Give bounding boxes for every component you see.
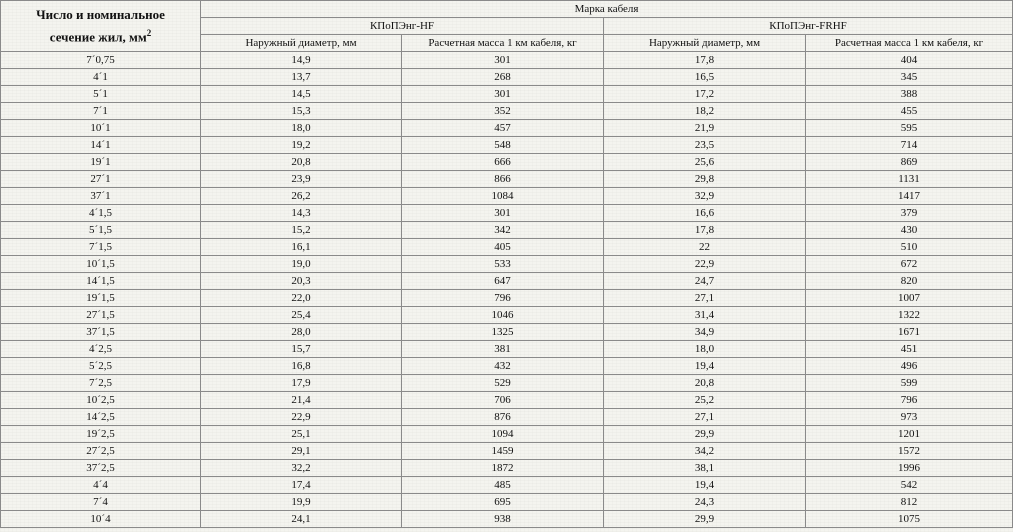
frhf-diameter-cell: 18,0: [604, 341, 806, 358]
hf-mass-cell: 938: [402, 511, 604, 528]
core-section-cell: 37´1: [1, 188, 201, 205]
hf-diameter-cell: 16,1: [201, 239, 402, 256]
frhf-diameter-cell: 24,7: [604, 273, 806, 290]
hf-diameter-cell: 26,2: [201, 188, 402, 205]
hf-diameter-cell: 18,0: [201, 120, 402, 137]
frhf-diameter-cell: 20,8: [604, 375, 806, 392]
hf-diameter-cell: 21,4: [201, 392, 402, 409]
table-row: [1, 137, 1013, 154]
frhf-mass-cell: 1322: [806, 307, 1013, 324]
hf-mass-cell: 457: [402, 120, 604, 137]
hf-diameter-cell: 15,2: [201, 222, 402, 239]
frhf-diameter-cell: 38,1: [604, 460, 806, 477]
frhf-diameter-cell: 18,2: [604, 103, 806, 120]
hf-mass-cell: 666: [402, 154, 604, 171]
frhf-diameter-cell: 17,8: [604, 222, 806, 239]
hf-mass-cell: 432: [402, 358, 604, 375]
frhf-mass-cell: 455: [806, 103, 1013, 120]
table-row: [1, 358, 1013, 375]
core-section-cell: 5´1: [1, 86, 201, 103]
frhf-mass-cell: 496: [806, 358, 1013, 375]
hf-diameter-cell: 15,3: [201, 103, 402, 120]
brand-frhf-header: КПоПЭнг-FRHF: [604, 18, 1013, 35]
hf-diameter-cell: 28,0: [201, 324, 402, 341]
hf-diameter-cell: 15,7: [201, 341, 402, 358]
hf-mass-cell: 342: [402, 222, 604, 239]
hf-mass-cell: 1872: [402, 460, 604, 477]
hf-mass-cell: 1084: [402, 188, 604, 205]
core-section-cell: 14´2,5: [1, 409, 201, 426]
core-count-section-header: [1, 1, 201, 52]
hf-mass-cell: 381: [402, 341, 604, 358]
hf-diameter-cell: 19,0: [201, 256, 402, 273]
hf-diameter-cell: 25,4: [201, 307, 402, 324]
core-section-cell: 14´1,5: [1, 273, 201, 290]
hf-mass-cell: 695: [402, 494, 604, 511]
core-section-cell: 5´2,5: [1, 358, 201, 375]
hf-diameter-cell: 14,5: [201, 86, 402, 103]
table-row: [1, 69, 1013, 86]
frhf-diameter-cell: 16,5: [604, 69, 806, 86]
hf-mass-cell: 301: [402, 86, 604, 103]
hf-mass-cell: 301: [402, 52, 604, 69]
frhf-diameter-cell: 17,8: [604, 52, 806, 69]
hf-diameter-cell: 20,8: [201, 154, 402, 171]
hf-diameter-cell: 16,8: [201, 358, 402, 375]
frhf-mass-cell: 1131: [806, 171, 1013, 188]
core-section-cell: 27´1,5: [1, 307, 201, 324]
hf-mass-cell: 1325: [402, 324, 604, 341]
core-section-cell: 27´1: [1, 171, 201, 188]
core-section-cell: 4´1: [1, 69, 201, 86]
frhf-diameter-header: Наружный диаметр, мм: [604, 35, 806, 52]
hf-diameter-cell: 23,9: [201, 171, 402, 188]
core-section-cell: 19´1,5: [1, 290, 201, 307]
hf-mass-cell: 352: [402, 103, 604, 120]
core-section-cell: 14´1: [1, 137, 201, 154]
hf-mass-cell: 529: [402, 375, 604, 392]
frhf-mass-cell: 1075: [806, 511, 1013, 528]
table-row: [1, 120, 1013, 137]
core-section-cell: 37´1,5: [1, 324, 201, 341]
hf-diameter-cell: 32,2: [201, 460, 402, 477]
hf-diameter-cell: 19,2: [201, 137, 402, 154]
hf-mass-cell: 1046: [402, 307, 604, 324]
table-row: [1, 103, 1013, 120]
brand-hf-header: КПоПЭнг-HF: [201, 18, 604, 35]
frhf-mass-cell: 599: [806, 375, 1013, 392]
core-section-cell: 7´4: [1, 494, 201, 511]
table-row: [1, 409, 1013, 426]
hf-mass-cell: 706: [402, 392, 604, 409]
table-row: [1, 426, 1013, 443]
table-row: [1, 86, 1013, 103]
hf-mass-cell: 1459: [402, 443, 604, 460]
core-section-cell: 5´1,5: [1, 222, 201, 239]
frhf-mass-cell: 1201: [806, 426, 1013, 443]
table-row: [1, 290, 1013, 307]
core-section-cell: 19´1: [1, 154, 201, 171]
table-row: [1, 239, 1013, 256]
frhf-mass-cell: 451: [806, 341, 1013, 358]
core-header-superscript: 2: [146, 27, 152, 38]
hf-mass-cell: 533: [402, 256, 604, 273]
frhf-diameter-cell: 27,1: [604, 290, 806, 307]
hf-diameter-cell: 25,1: [201, 426, 402, 443]
hf-diameter-cell: 17,9: [201, 375, 402, 392]
hf-mass-cell: 485: [402, 477, 604, 494]
hf-mass-cell: 405: [402, 239, 604, 256]
frhf-diameter-cell: 25,6: [604, 154, 806, 171]
core-section-cell: 27´2,5: [1, 443, 201, 460]
core-section-cell: 7´2,5: [1, 375, 201, 392]
table-row: [1, 307, 1013, 324]
frhf-mass-cell: 1417: [806, 188, 1013, 205]
frhf-mass-cell: 796: [806, 392, 1013, 409]
frhf-mass-cell: 379: [806, 205, 1013, 222]
table-row: [1, 205, 1013, 222]
core-section-cell: 37´2,5: [1, 460, 201, 477]
core-section-cell: 4´1,5: [1, 205, 201, 222]
hf-mass-cell: 876: [402, 409, 604, 426]
table-row: [1, 443, 1013, 460]
hf-diameter-cell: 13,7: [201, 69, 402, 86]
hf-mass-cell: 548: [402, 137, 604, 154]
core-section-cell: 7´1,5: [1, 239, 201, 256]
table-row: [1, 341, 1013, 358]
hf-mass-cell: 268: [402, 69, 604, 86]
frhf-diameter-cell: 34,2: [604, 443, 806, 460]
core-section-cell: 10´1,5: [1, 256, 201, 273]
hf-diameter-cell: 24,1: [201, 511, 402, 528]
hf-diameter-cell: 17,4: [201, 477, 402, 494]
table-row: [1, 375, 1013, 392]
frhf-mass-header: Расчетная масса 1 км кабеля, кг: [806, 35, 1013, 52]
core-header-line2: сечение жил, мм: [49, 29, 147, 45]
hf-mass-cell: 1094: [402, 426, 604, 443]
table-row: [1, 52, 1013, 69]
hf-diameter-cell: 22,0: [201, 290, 402, 307]
frhf-mass-cell: 404: [806, 52, 1013, 69]
frhf-diameter-cell: 32,9: [604, 188, 806, 205]
frhf-mass-cell: 820: [806, 273, 1013, 290]
core-section-cell: 7´1: [1, 103, 201, 120]
frhf-mass-cell: 869: [806, 154, 1013, 171]
table-row: [1, 188, 1013, 205]
hf-diameter-cell: 14,9: [201, 52, 402, 69]
frhf-mass-cell: 672: [806, 256, 1013, 273]
table-row: [1, 460, 1013, 477]
frhf-mass-cell: 388: [806, 86, 1013, 103]
core-section-cell: 7´0,75: [1, 52, 201, 69]
frhf-mass-cell: 1572: [806, 443, 1013, 460]
hf-mass-cell: 301: [402, 205, 604, 222]
frhf-diameter-cell: 21,9: [604, 120, 806, 137]
hf-mass-cell: 866: [402, 171, 604, 188]
table-row: [1, 324, 1013, 341]
table-row: [1, 477, 1013, 494]
core-section-cell: 10´2,5: [1, 392, 201, 409]
core-section-cell: 10´4: [1, 511, 201, 528]
hf-diameter-cell: 22,9: [201, 409, 402, 426]
frhf-diameter-cell: 29,8: [604, 171, 806, 188]
frhf-mass-cell: 1671: [806, 324, 1013, 341]
cable-brand-group-header: Марка кабеля: [201, 1, 1013, 18]
frhf-mass-cell: 1996: [806, 460, 1013, 477]
hf-diameter-cell: 20,3: [201, 273, 402, 290]
frhf-diameter-cell: 24,3: [604, 494, 806, 511]
table-row: [1, 171, 1013, 188]
core-section-cell: 4´2,5: [1, 341, 201, 358]
table-body: [1, 52, 1013, 528]
core-section-cell: 10´1: [1, 120, 201, 137]
frhf-diameter-cell: 19,4: [604, 477, 806, 494]
frhf-diameter-cell: 22,9: [604, 256, 806, 273]
hf-mass-header: Расчетная масса 1 км кабеля, кг: [402, 35, 604, 52]
frhf-diameter-cell: 17,2: [604, 86, 806, 103]
frhf-diameter-cell: 27,1: [604, 409, 806, 426]
frhf-diameter-cell: 22: [604, 239, 806, 256]
frhf-mass-cell: 542: [806, 477, 1013, 494]
frhf-mass-cell: 973: [806, 409, 1013, 426]
hf-mass-cell: 796: [402, 290, 604, 307]
frhf-mass-cell: 1007: [806, 290, 1013, 307]
hf-mass-cell: 647: [402, 273, 604, 290]
frhf-diameter-cell: 25,2: [604, 392, 806, 409]
frhf-mass-cell: 345: [806, 69, 1013, 86]
table-row: [1, 494, 1013, 511]
table-row: [1, 273, 1013, 290]
table-row: [1, 392, 1013, 409]
frhf-diameter-cell: 23,5: [604, 137, 806, 154]
frhf-mass-cell: 430: [806, 222, 1013, 239]
frhf-mass-cell: 510: [806, 239, 1013, 256]
frhf-diameter-cell: 29,9: [604, 511, 806, 528]
hf-diameter-cell: 19,9: [201, 494, 402, 511]
hf-diameter-cell: 14,3: [201, 205, 402, 222]
core-section-cell: 4´4: [1, 477, 201, 494]
hf-diameter-cell: 29,1: [201, 443, 402, 460]
core-section-cell: 19´2,5: [1, 426, 201, 443]
core-header-line1: Число и номинальное: [36, 6, 165, 22]
hf-diameter-header: Наружный диаметр, мм: [201, 35, 402, 52]
frhf-diameter-cell: 34,9: [604, 324, 806, 341]
table-row: [1, 222, 1013, 239]
table-row: [1, 154, 1013, 171]
frhf-diameter-cell: 19,4: [604, 358, 806, 375]
frhf-mass-cell: 714: [806, 137, 1013, 154]
frhf-diameter-cell: 29,9: [604, 426, 806, 443]
table-row: [1, 256, 1013, 273]
frhf-mass-cell: 595: [806, 120, 1013, 137]
frhf-mass-cell: 812: [806, 494, 1013, 511]
frhf-diameter-cell: 31,4: [604, 307, 806, 324]
frhf-diameter-cell: 16,6: [604, 205, 806, 222]
table-row: [1, 511, 1013, 528]
